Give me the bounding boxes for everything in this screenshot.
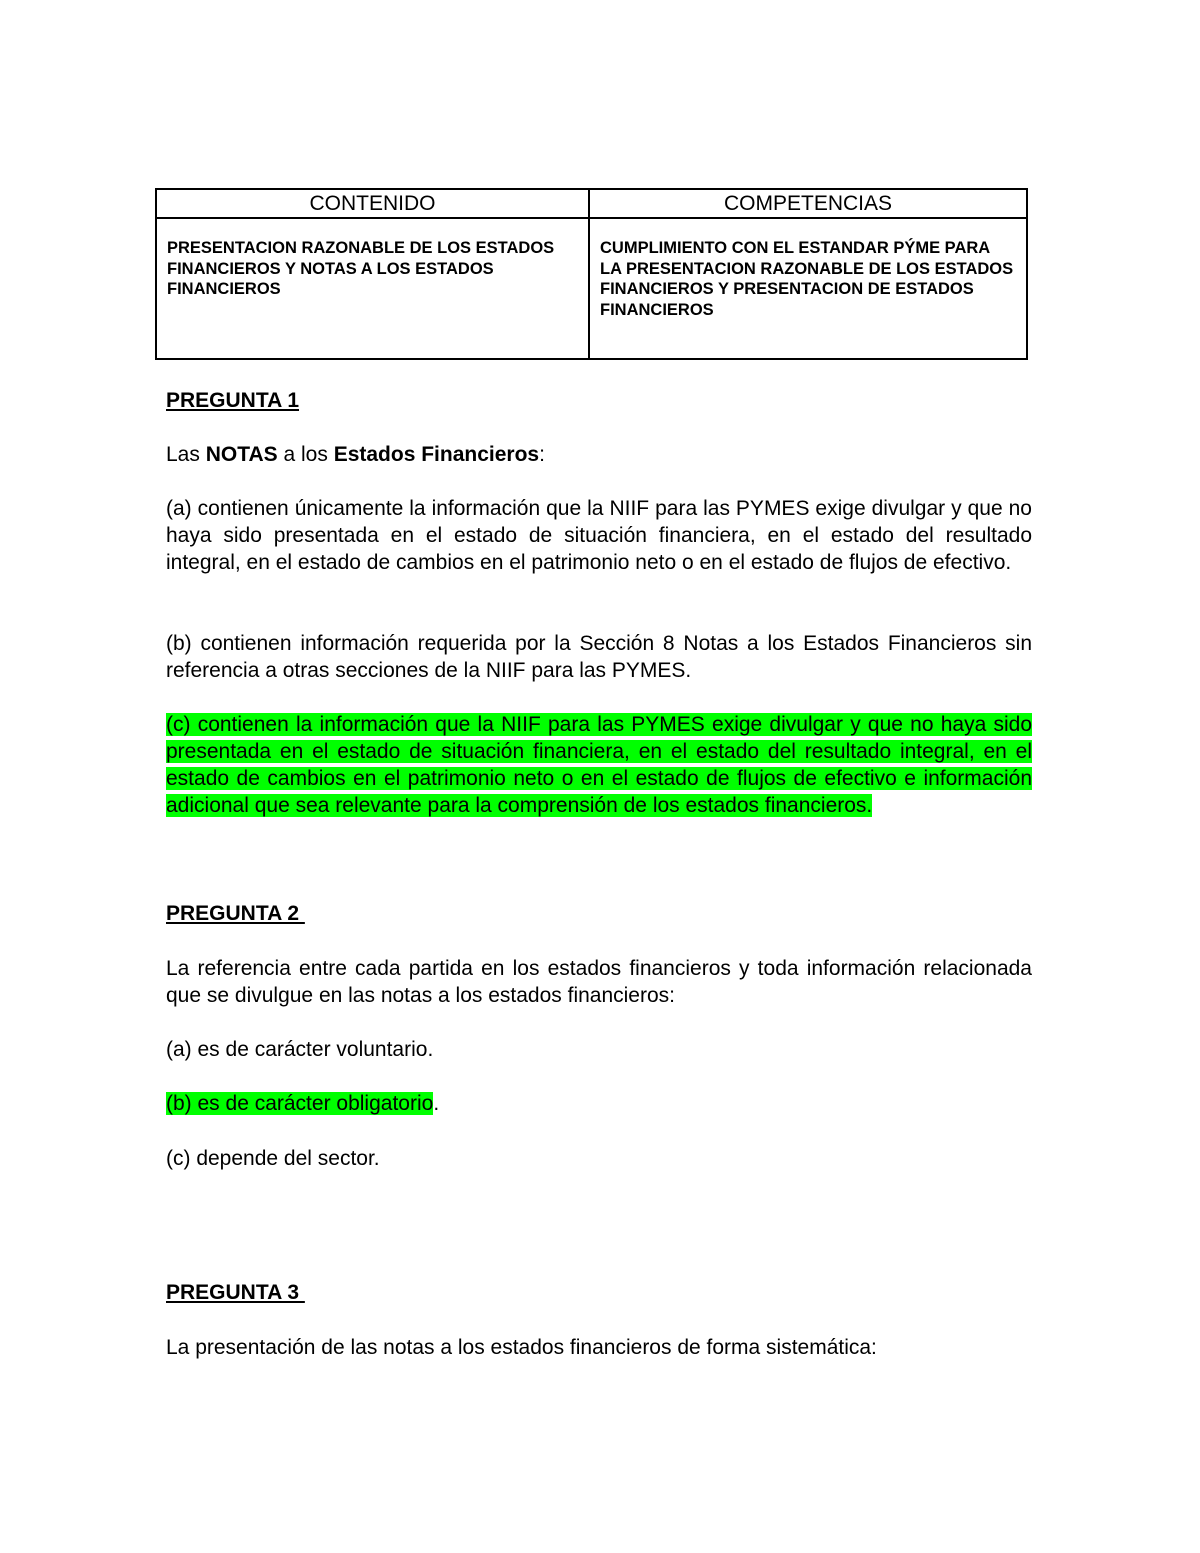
pregunta-2-title <box>166 900 1032 927</box>
pregunta-1-title: PREGUNTA 1 <box>166 389 300 412</box>
pregunta-3-stem: La presentación de las notas a los estados financieros de forma sistemática: <box>166 1336 877 1359</box>
highlighted-answer: (c) contienen la información que la NIIF para las PYMES exige divulgar y que no haya sido presentada en el estado de situación financiera, en el estado del resultado integral, en el estado de cambios en el patrimonio neto o en el estado de flujos de efectivo e información adicional que sea relevante para la comprensión de los estados financieros. <box>166 713 1032 817</box>
header-row <box>156 189 1027 218</box>
header-competencias: COMPETENCIAS <box>589 189 1027 218</box>
pregunta-1-option-c <box>166 711 1032 819</box>
header-table <box>155 188 1028 360</box>
header-contenido: CONTENIDO <box>156 189 589 218</box>
pregunta-3-title <box>166 1279 1032 1306</box>
pregunta-2-title-text: PREGUNTA 2 <box>166 902 305 925</box>
pregunta-2-option-b <box>166 1090 1032 1117</box>
stem-text: a los <box>277 443 334 466</box>
highlighted-answer: (b) es de carácter obligatorio <box>166 1092 434 1115</box>
pregunta-1-option-a: (a) contienen únicamente la información que la NIIF para las PYMES exige divulgar y que no haya sido presentada en el estado de situación financiera, en el estado del resultado integral, en el estado de cambios en el patrimonio neto o en el estado de flujos de efectivo. <box>166 497 1032 574</box>
stem-bold-estados: Estados Financieros <box>333 443 540 466</box>
stem-bold-notas: NOTAS <box>205 443 278 466</box>
competencias-cell: CUMPLIMIENTO CON EL ESTANDAR PÝME PARA LA PRESENTACION RAZONABLE DE LOS ESTADOS FINANCIEROS Y PRESENTACION DE ESTADOS FINANCIEROS <box>589 218 1027 359</box>
stem-text: : <box>539 443 545 466</box>
pregunta-3-title-text: PREGUNTA 3 <box>166 1281 305 1304</box>
content-row <box>156 218 1027 359</box>
pregunta-1-stem <box>166 441 1032 468</box>
option-b-tail: . <box>433 1092 440 1115</box>
pregunta-1-option-b: (b) contienen información requerida por la Sección 8 Notas a los Estados Financieros sin referencia a otras secciones de la NIIF para las PYMES. <box>166 632 1032 682</box>
contenido-cell: PRESENTACION RAZONABLE DE LOS ESTADOS FINANCIEROS Y NOTAS A LOS ESTADOS FINANCIEROS <box>156 218 589 359</box>
pregunta-2-stem: La referencia entre cada partida en los estados financieros y toda información relacionada que se divulgue en las notas a los estados financieros: <box>166 957 1032 1007</box>
pregunta-2-option-a: (a) es de carácter voluntario. <box>166 1038 434 1061</box>
stem-text: Las <box>166 443 206 466</box>
pregunta-2-option-c: (c) depende del sector. <box>166 1147 380 1170</box>
